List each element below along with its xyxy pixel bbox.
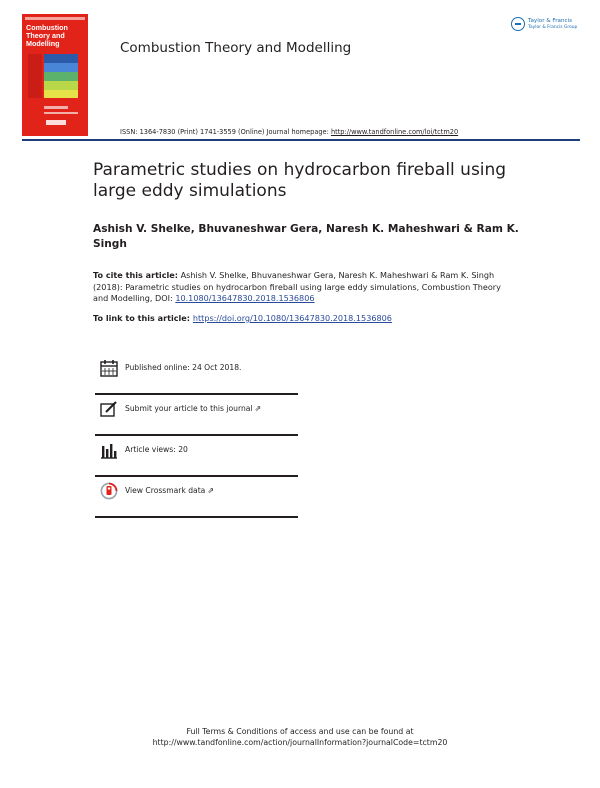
cite-text: Ashish V. Shelke, Bhuvaneshwar Gera, Naresh K. Maheshwari & Ram K. Singh (2018): Parametric studies on hydrocarbon fireball using large eddy simulations, Combustion Theory and Modelling, DOI: xyxy=(93,270,501,303)
footer xyxy=(0,726,600,748)
views-text: Article views: 20 xyxy=(125,445,188,454)
crossmark-link[interactable]: View Crossmark data xyxy=(125,486,206,495)
link-label: To link to this article: xyxy=(93,313,193,323)
article-title: Parametric studies on hydrocarbon fireball using large eddy simulations xyxy=(93,160,507,201)
published-text: Published online: 24 Oct 2018. xyxy=(125,363,242,372)
article-authors: Ashish V. Shelke, Bhuvaneshwar Gera, Naresh K. Maheshwari & Ram K. Singh xyxy=(93,223,519,250)
published-row xyxy=(97,359,297,379)
cover-title: Combustion Theory and Modelling xyxy=(26,23,68,48)
citation-block xyxy=(93,270,513,305)
header-rule xyxy=(22,139,580,141)
bar-chart-icon xyxy=(100,441,118,459)
cover-art-side xyxy=(28,54,42,98)
divider xyxy=(95,434,298,436)
journal-cover-image xyxy=(22,14,88,136)
cover-band xyxy=(44,81,78,90)
cover-band xyxy=(44,63,78,72)
footer-terms-link[interactable]: http://www.tandfonline.com/action/journalInformation?journalCode=tctm20 xyxy=(152,738,448,747)
external-link-icon: ⇗ xyxy=(254,404,262,413)
cover-band xyxy=(44,90,78,98)
issn-text: ISSN: 1364-7830 (Print) 1741-3559 (Online) Journal homepage: xyxy=(120,128,331,136)
cover-band xyxy=(44,72,78,81)
submit-text-wrap xyxy=(125,404,261,413)
crossmark-icon xyxy=(100,482,118,500)
divider xyxy=(95,393,298,395)
divider xyxy=(95,475,298,477)
crossmark-row[interactable] xyxy=(97,482,297,502)
cover-publisher-logo xyxy=(46,120,66,125)
divider xyxy=(95,516,298,518)
submit-row[interactable] xyxy=(97,400,297,420)
submit-article-link[interactable]: Submit your article to this journal xyxy=(125,404,253,413)
calendar-icon xyxy=(100,359,118,377)
crossmark-text-wrap xyxy=(125,486,214,495)
publisher-logo-icon xyxy=(511,17,525,31)
article-link-block xyxy=(93,313,513,323)
cover-artwork xyxy=(44,54,78,98)
cover-footer-mark xyxy=(44,112,78,114)
journal-homepage-link[interactable]: http://www.tandfonline.com/loi/tctm20 xyxy=(330,128,459,136)
publisher-logo-subtext: Taylor & Francis Group xyxy=(528,25,578,30)
footer-terms-text: Full Terms & Conditions of access and use can be found at xyxy=(186,727,414,736)
views-row xyxy=(97,441,297,461)
journal-name: Combustion Theory and Modelling xyxy=(120,40,352,56)
cover-footer-mark xyxy=(44,106,68,109)
cite-label: To cite this article: xyxy=(93,270,179,280)
publisher-logo xyxy=(511,17,586,33)
cite-doi-link[interactable]: 10.1080/13647830.2018.1536806 xyxy=(175,293,315,303)
external-link-icon: ⇗ xyxy=(207,486,215,495)
cover-top-strip xyxy=(25,17,85,20)
issn-line xyxy=(120,128,458,136)
cover-band xyxy=(44,54,78,63)
publisher-logo-text: Taylor & Francis xyxy=(528,18,573,24)
edit-icon xyxy=(100,400,118,418)
article-doi-link[interactable]: https://doi.org/10.1080/13647830.2018.1536806 xyxy=(192,313,392,323)
